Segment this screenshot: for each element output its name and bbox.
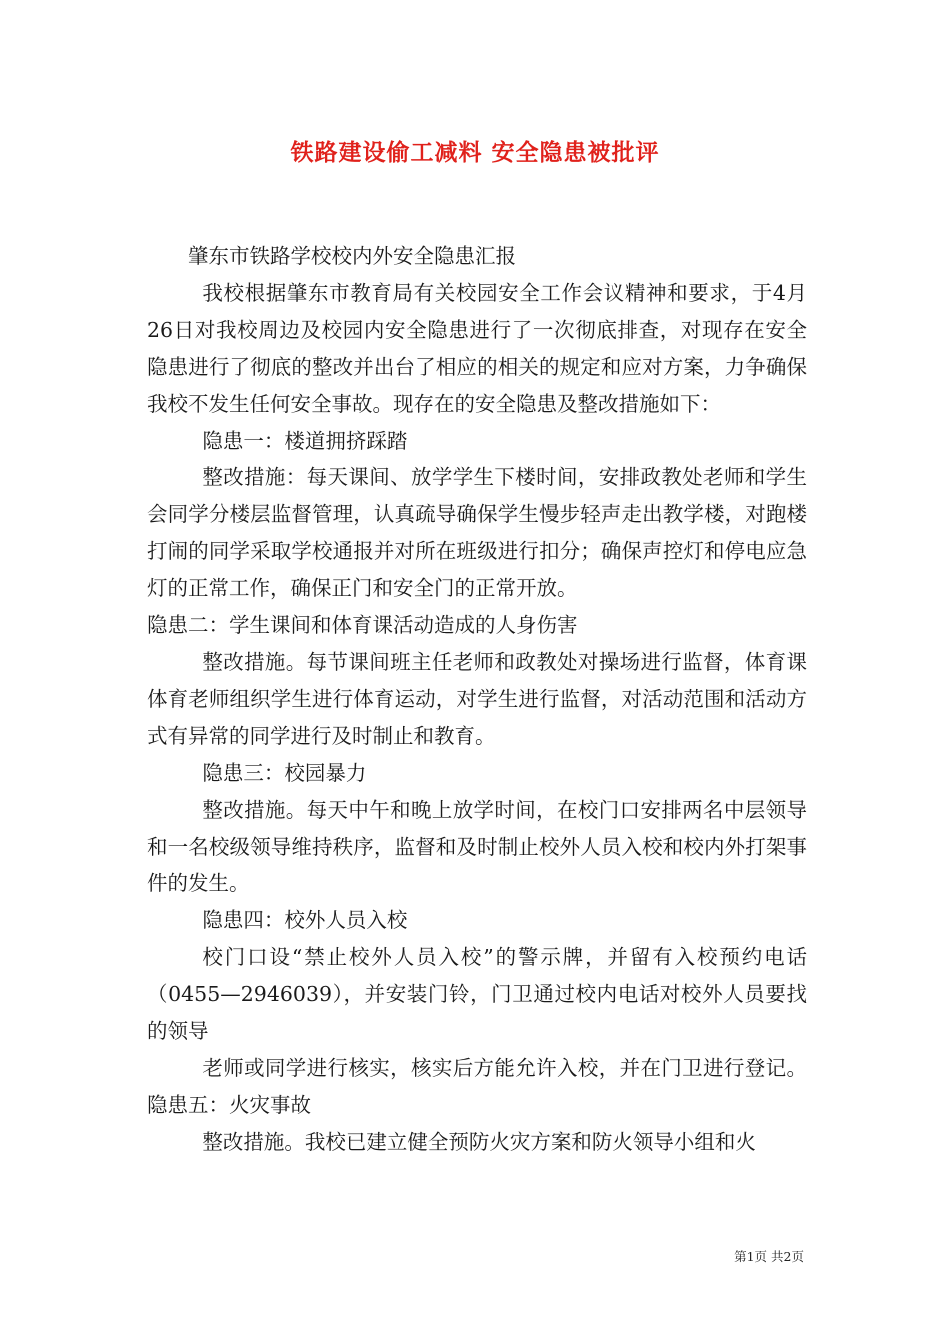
paragraph-report-heading: 肇东市铁路学校校内外安全隐患汇报 [188,244,516,268]
document-title: 铁路建设偷工减料 安全隐患被批评 [290,139,660,166]
paragraph-measure-5: 整改措施。我校已建立健全预防火灾方案和防火领导小组和火 [202,1129,756,1154]
paragraph-measure-4b: 老师或同学进行核实，核实后方能允许入校，并在门卫进行登记。隐患五：火灾事故 [147,1055,807,1117]
document-body [147,238,807,1161]
page-number: 第1页 共2页 [734,1249,804,1264]
paragraph-measure-3: 整改措施。每天中午和晚上放学时间，在校门口安排两名中层领导和一名校级领导维持秩序，监督和及时制止校外人员入校和校内外打架事件的发生。 [147,797,807,896]
paragraph-hazard-4: 隐患四：校外人员入校 [202,908,408,933]
paragraph-intro: 我校根据肇东市教育局有关校园安全工作会议精神和要求，于4月26日对我校周边及校园内安全隐患进行了一次彻底排查，对现存在安全隐患进行了彻底的整改并出台了相应的相关的规定和应对方案，力争确保我校不发生任何安全事故。现存在的安全隐患及整改措施如下： [147,280,807,416]
paragraph-measure-4a: 校门口设“禁止校外人员入校”的警示牌，并留有入校预约电话（0455—2946039），并安装门铃，门卫通过校内电话对校外人员要找的领导 [147,945,807,1044]
paragraph-hazard-3: 隐患三：校园暴力 [202,760,367,785]
paragraph-hazard-1: 隐患一：楼道拥挤踩踏 [202,428,408,453]
paragraph-hazard-2: 隐患二：学生课间和体育课活动造成的人身伤害 [147,613,578,638]
paragraph-measure-1: 整改措施：每天课间、放学学生下楼时间，安排政教处老师和学生会同学分楼层监督管理，认真疏导确保学生慢步轻声走出教学楼，对跑楼打闹的同学采取学校通报并对所在班级进行扣分；确保声控灯和停电应急灯的正常工作，确保正门和安全门的正常开放。 [147,465,807,601]
paragraph-measure-2: 整改措施。每节课间班主任老师和政教处对操场进行监督，体育课体育老师组织学生进行体育运动，对学生进行监督，对活动范围和活动方式有异常的同学进行及时制止和教育。 [147,649,807,748]
